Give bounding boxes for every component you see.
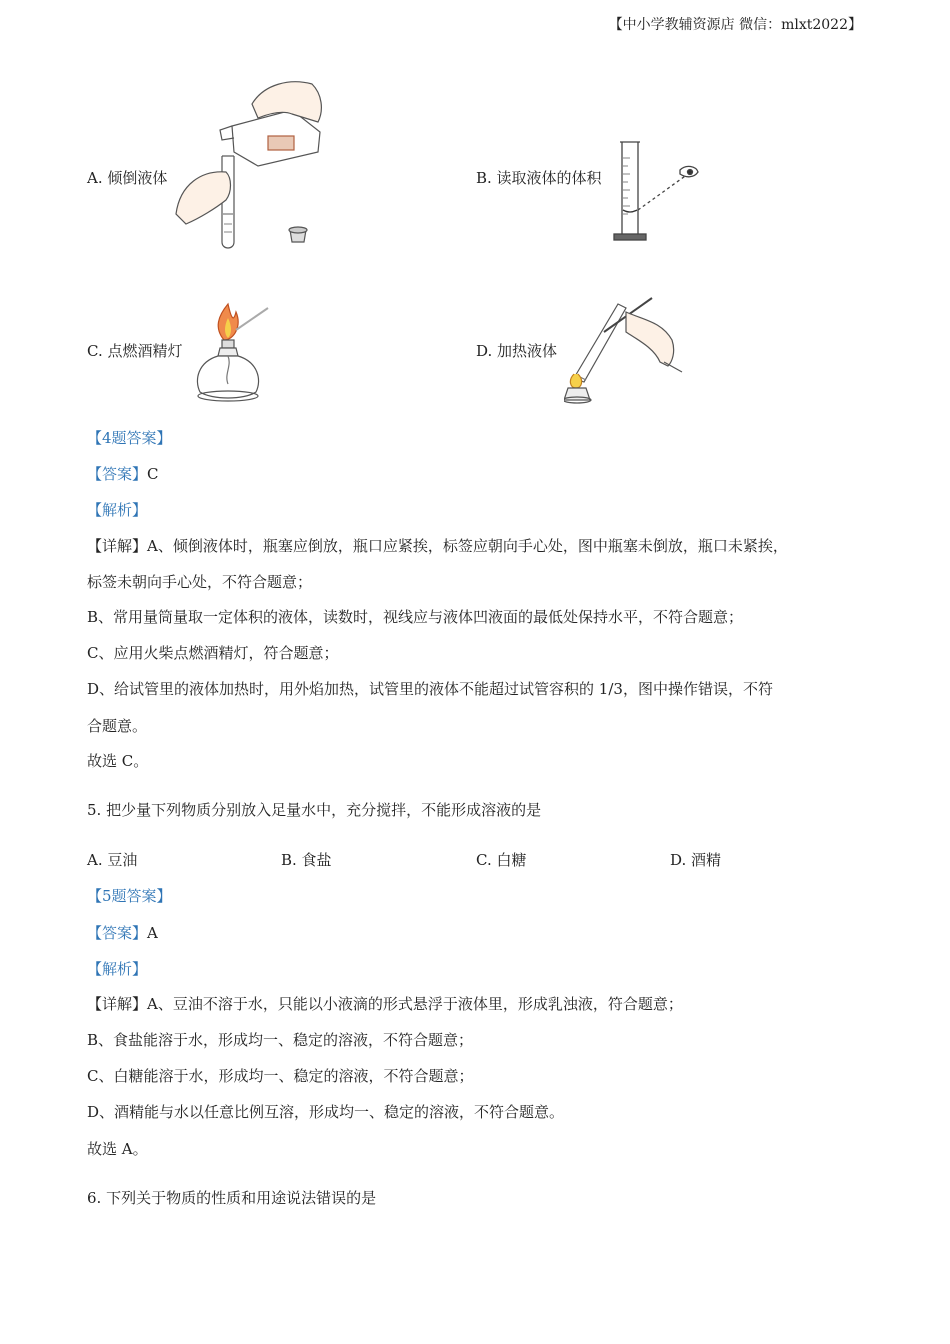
graduated-cylinder-figure xyxy=(610,138,705,246)
q4-answer-tag: 【答案】 xyxy=(87,465,148,483)
q5-option-d: D. 酒精 xyxy=(670,851,722,869)
q4-option-b: B. 读取液体的体积 xyxy=(476,169,602,187)
q4-answer-row xyxy=(87,464,159,484)
q5-analysis-tag: 【解析】 xyxy=(87,960,148,978)
q4-conclusion: 故选 C。 xyxy=(87,752,149,770)
q4-option-d: D. 加热液体 xyxy=(476,342,558,360)
q5-detail-text1: A、豆油不溶于水，只能以小液滴的形式悬浮于液体里，形成乳浊液，符合题意； xyxy=(147,995,683,1013)
q5-detail-tag: 【详解】 xyxy=(87,995,148,1013)
q5-answer-value: A xyxy=(147,924,158,942)
q4-analysis-tag: 【解析】 xyxy=(87,501,148,519)
header-watermark: 【中小学教辅资源店 微信：mlxt2022】 xyxy=(608,17,862,33)
q4-option-c: C. 点燃酒精灯 xyxy=(87,342,183,360)
q5-detail-line4: D、酒精能与水以任意比例互溶，形成均一、稳定的溶液，不符合题意。 xyxy=(87,1103,565,1121)
q5-detail-line2: B、食盐能溶于水，形成均一、稳定的溶液，不符合题意； xyxy=(87,1031,474,1049)
q4-option-a: A. 倾倒液体 xyxy=(87,169,168,187)
q4-detail-line5: D、给试管里的液体加热时，用外焰加热，试管里的液体不能超过试管容积的 1/3，图中操作错误，不符 xyxy=(87,680,773,698)
q4-detail-line1 xyxy=(87,536,788,556)
q4-detail-line6: 合题意。 xyxy=(87,717,148,735)
q5-detail-line3: C、白糖能溶于水，形成均一、稳定的溶液，不符合题意； xyxy=(87,1067,474,1085)
q5-answer-row xyxy=(87,923,158,943)
q4-answer-value: C xyxy=(147,465,159,483)
q4-detail-line4: C、应用火柴点燃酒精灯，符合题意； xyxy=(87,644,339,662)
pouring-liquid-figure xyxy=(172,74,332,252)
alcohol-lamp-figure xyxy=(192,300,272,406)
q4-detail-line3: B、常用量筒量取一定体积的液体，读数时，视线应与液体凹液面的最低处保持水平，不符合题意； xyxy=(87,608,744,626)
q4-answer-heading: 【4题答案】 xyxy=(87,429,172,447)
q5-option-c: C. 白糖 xyxy=(476,851,527,869)
q5-answer-heading: 【5题答案】 xyxy=(87,887,172,905)
q5-stem: 5. 把少量下列物质分别放入足量水中，充分搅拌，不能形成溶液的是 xyxy=(87,801,542,819)
q6-stem: 6. 下列关于物质的性质和用途说法错误的是 xyxy=(87,1189,377,1207)
q5-answer-tag: 【答案】 xyxy=(87,924,148,942)
q5-conclusion: 故选 A。 xyxy=(87,1140,148,1158)
q5-detail-line1 xyxy=(87,994,683,1014)
heating-liquid-figure xyxy=(564,292,688,404)
q5-option-a: A. 豆油 xyxy=(87,851,138,869)
q5-option-b: B. 食盐 xyxy=(281,851,332,869)
q4-detail-line2: 标签未朝向手心处，不符合题意； xyxy=(87,573,313,591)
q4-detail-text1: A、倾倒液体时，瓶塞应倒放，瓶口应紧挨，标签应朝向手心处，图中瓶塞未倒放，瓶口未紧挨， xyxy=(147,537,788,555)
q4-detail-tag: 【详解】 xyxy=(87,537,148,555)
